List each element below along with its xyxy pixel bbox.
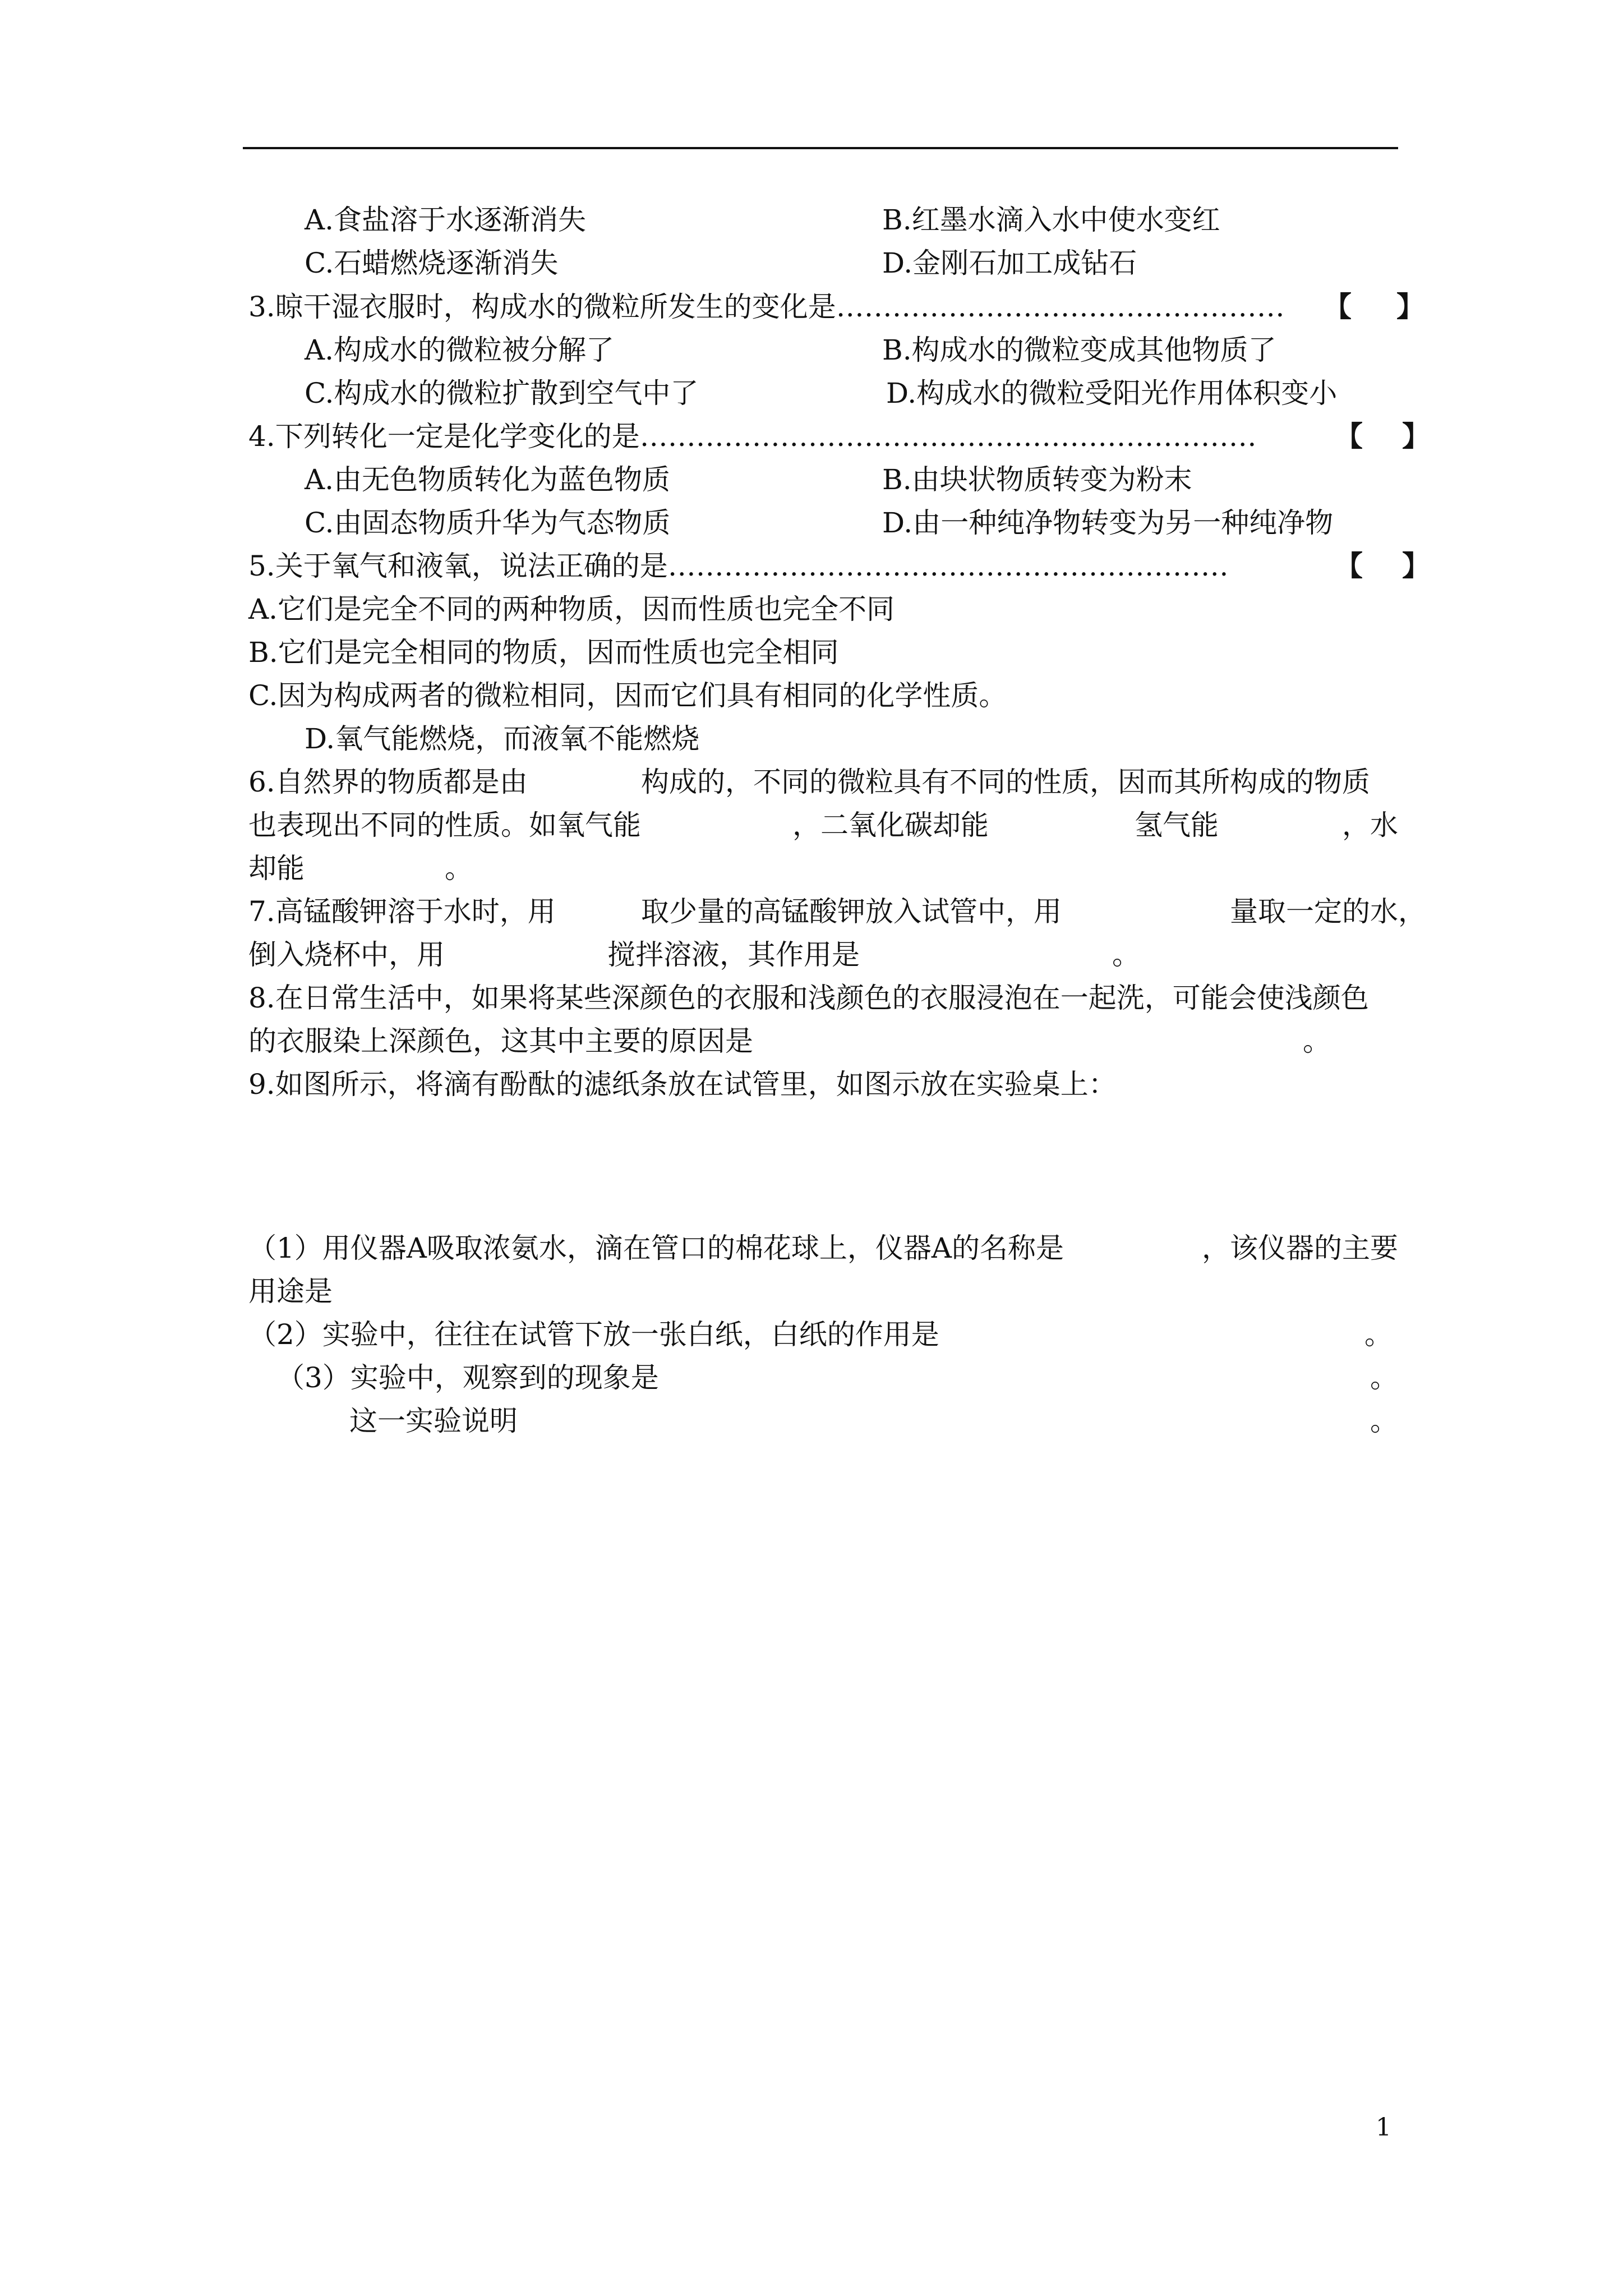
q6-line2-co2: ，二氧化碳却能 xyxy=(792,809,989,841)
q9-part1-usage: 用途是 xyxy=(248,1275,333,1308)
q9-part1-end: ，该仪器的主要 xyxy=(1202,1232,1398,1264)
q8-line2-end: 。 xyxy=(1303,1025,1331,1057)
q9-part2-start: （2）实验中，往往在试管下放一张白纸，白纸的作用是 xyxy=(248,1318,939,1351)
page-number: 1 xyxy=(1376,2113,1391,2142)
q7-line2-middle: 搅拌溶液，其作用是 xyxy=(607,938,860,971)
q6-line3-end: 。 xyxy=(445,852,473,885)
q9-part3-start: （3）实验中，观察到的现象是 xyxy=(276,1361,659,1394)
q2-option-c: C.石蜡燃烧逐渐消失 xyxy=(305,247,559,279)
q7-line1-middle: 取少量的高锰酸钾放入试管中，用 xyxy=(641,895,1062,928)
q4-option-c: C.由固态物质升华为气态物质 xyxy=(305,507,671,539)
q5-option-a: A.它们是完全不同的两种物质，因而性质也完全不同 xyxy=(248,593,895,625)
q4-stem: 4.下列转化一定是化学变化的是………………………………………………………… xyxy=(248,420,1257,453)
q9-part1-start: （1）用仪器A吸取浓氨水，滴在管口的棉花球上，仪器A的名称是 xyxy=(248,1232,1064,1264)
q7-line1-start: 7.高锰酸钾溶于水时，用 xyxy=(248,895,556,928)
q2-option-b: B.红墨水滴入水中使水变红 xyxy=(882,204,1220,236)
q7-line2-end: 。 xyxy=(1112,938,1140,971)
q4-answer-bracket-open: 【 xyxy=(1335,420,1363,453)
q7-line1-end: 量取一定的水， xyxy=(1230,895,1426,928)
q6-line2-hydrogen: 氢气能 xyxy=(1135,809,1219,841)
q3-answer-bracket-open: 【 xyxy=(1324,290,1352,323)
q6-line1-end: 构成的，不同的微粒具有不同的性质，因而其所构成的物质 xyxy=(641,766,1370,798)
q9-part2-end: 。 xyxy=(1364,1318,1393,1351)
q5-answer-bracket-close: 】 xyxy=(1402,549,1430,582)
q8-line1: 8.在日常生活中，如果将某些深颜色的衣服和浅颜色的衣服浸泡在一起洗，可能会使浅颜色 xyxy=(248,982,1369,1014)
q6-line2-water: ，水 xyxy=(1342,809,1398,841)
q6-line1-start: 6.自然界的物质都是由 xyxy=(248,766,528,798)
q3-stem: 3.晾干湿衣服时，构成水的微粒所发生的变化是………………………………………… xyxy=(248,291,1285,323)
q6-line3-start: 却能 xyxy=(248,852,305,885)
q4-option-d: D.由一种纯净物转变为另一种纯净物 xyxy=(882,507,1334,539)
q3-option-b: B.构成水的微粒变成其他物质了 xyxy=(882,334,1276,366)
q3-option-a: A.构成水的微粒被分解了 xyxy=(305,334,615,366)
header-rule xyxy=(243,147,1398,149)
q8-line2-start: 的衣服染上深颜色，这其中主要的原因是 xyxy=(248,1025,753,1057)
q5-option-b: B.它们是完全相同的物质，因而性质也完全相同 xyxy=(248,636,839,669)
q5-answer-bracket-open: 【 xyxy=(1335,549,1363,582)
q5-option-d: D.氧气能燃烧，而液氧不能燃烧 xyxy=(305,723,700,755)
q7-line2-start: 倒入烧杯中，用 xyxy=(248,938,445,971)
q9-part3-conclusion-end: 。 xyxy=(1370,1405,1398,1437)
q3-option-c: C.构成水的微粒扩散到空气中了 xyxy=(305,377,699,409)
q2-option-d: D.金刚石加工成钻石 xyxy=(882,247,1137,279)
q9-part3-conclusion: 这一实验说明 xyxy=(349,1405,518,1437)
q3-option-d: D.构成水的微粒受阳光作用体积变小 xyxy=(886,377,1338,409)
q4-answer-bracket-close: 】 xyxy=(1402,420,1430,453)
q5-option-c: C.因为构成两者的微粒相同，因而它们具有相同的化学性质。 xyxy=(248,679,1007,712)
q4-option-a: A.由无色物质转化为蓝色物质 xyxy=(305,463,671,496)
q9-part3-end: 。 xyxy=(1370,1361,1398,1394)
q6-line2-start: 也表现出不同的性质。如氧气能 xyxy=(248,809,641,841)
q3-answer-bracket-close: 】 xyxy=(1396,290,1424,323)
q4-option-b: B.由块状物质转变为粉末 xyxy=(882,463,1192,496)
q9-stem: 9.如图所示，将滴有酚酞的滤纸条放在试管里，如图示放在实验桌上： xyxy=(248,1068,1117,1101)
q2-option-a: A.食盐溶于水逐渐消失 xyxy=(305,204,587,236)
q5-stem: 5.关于氧气和液氧，说法正确的是…………………………………………………… xyxy=(248,550,1229,582)
